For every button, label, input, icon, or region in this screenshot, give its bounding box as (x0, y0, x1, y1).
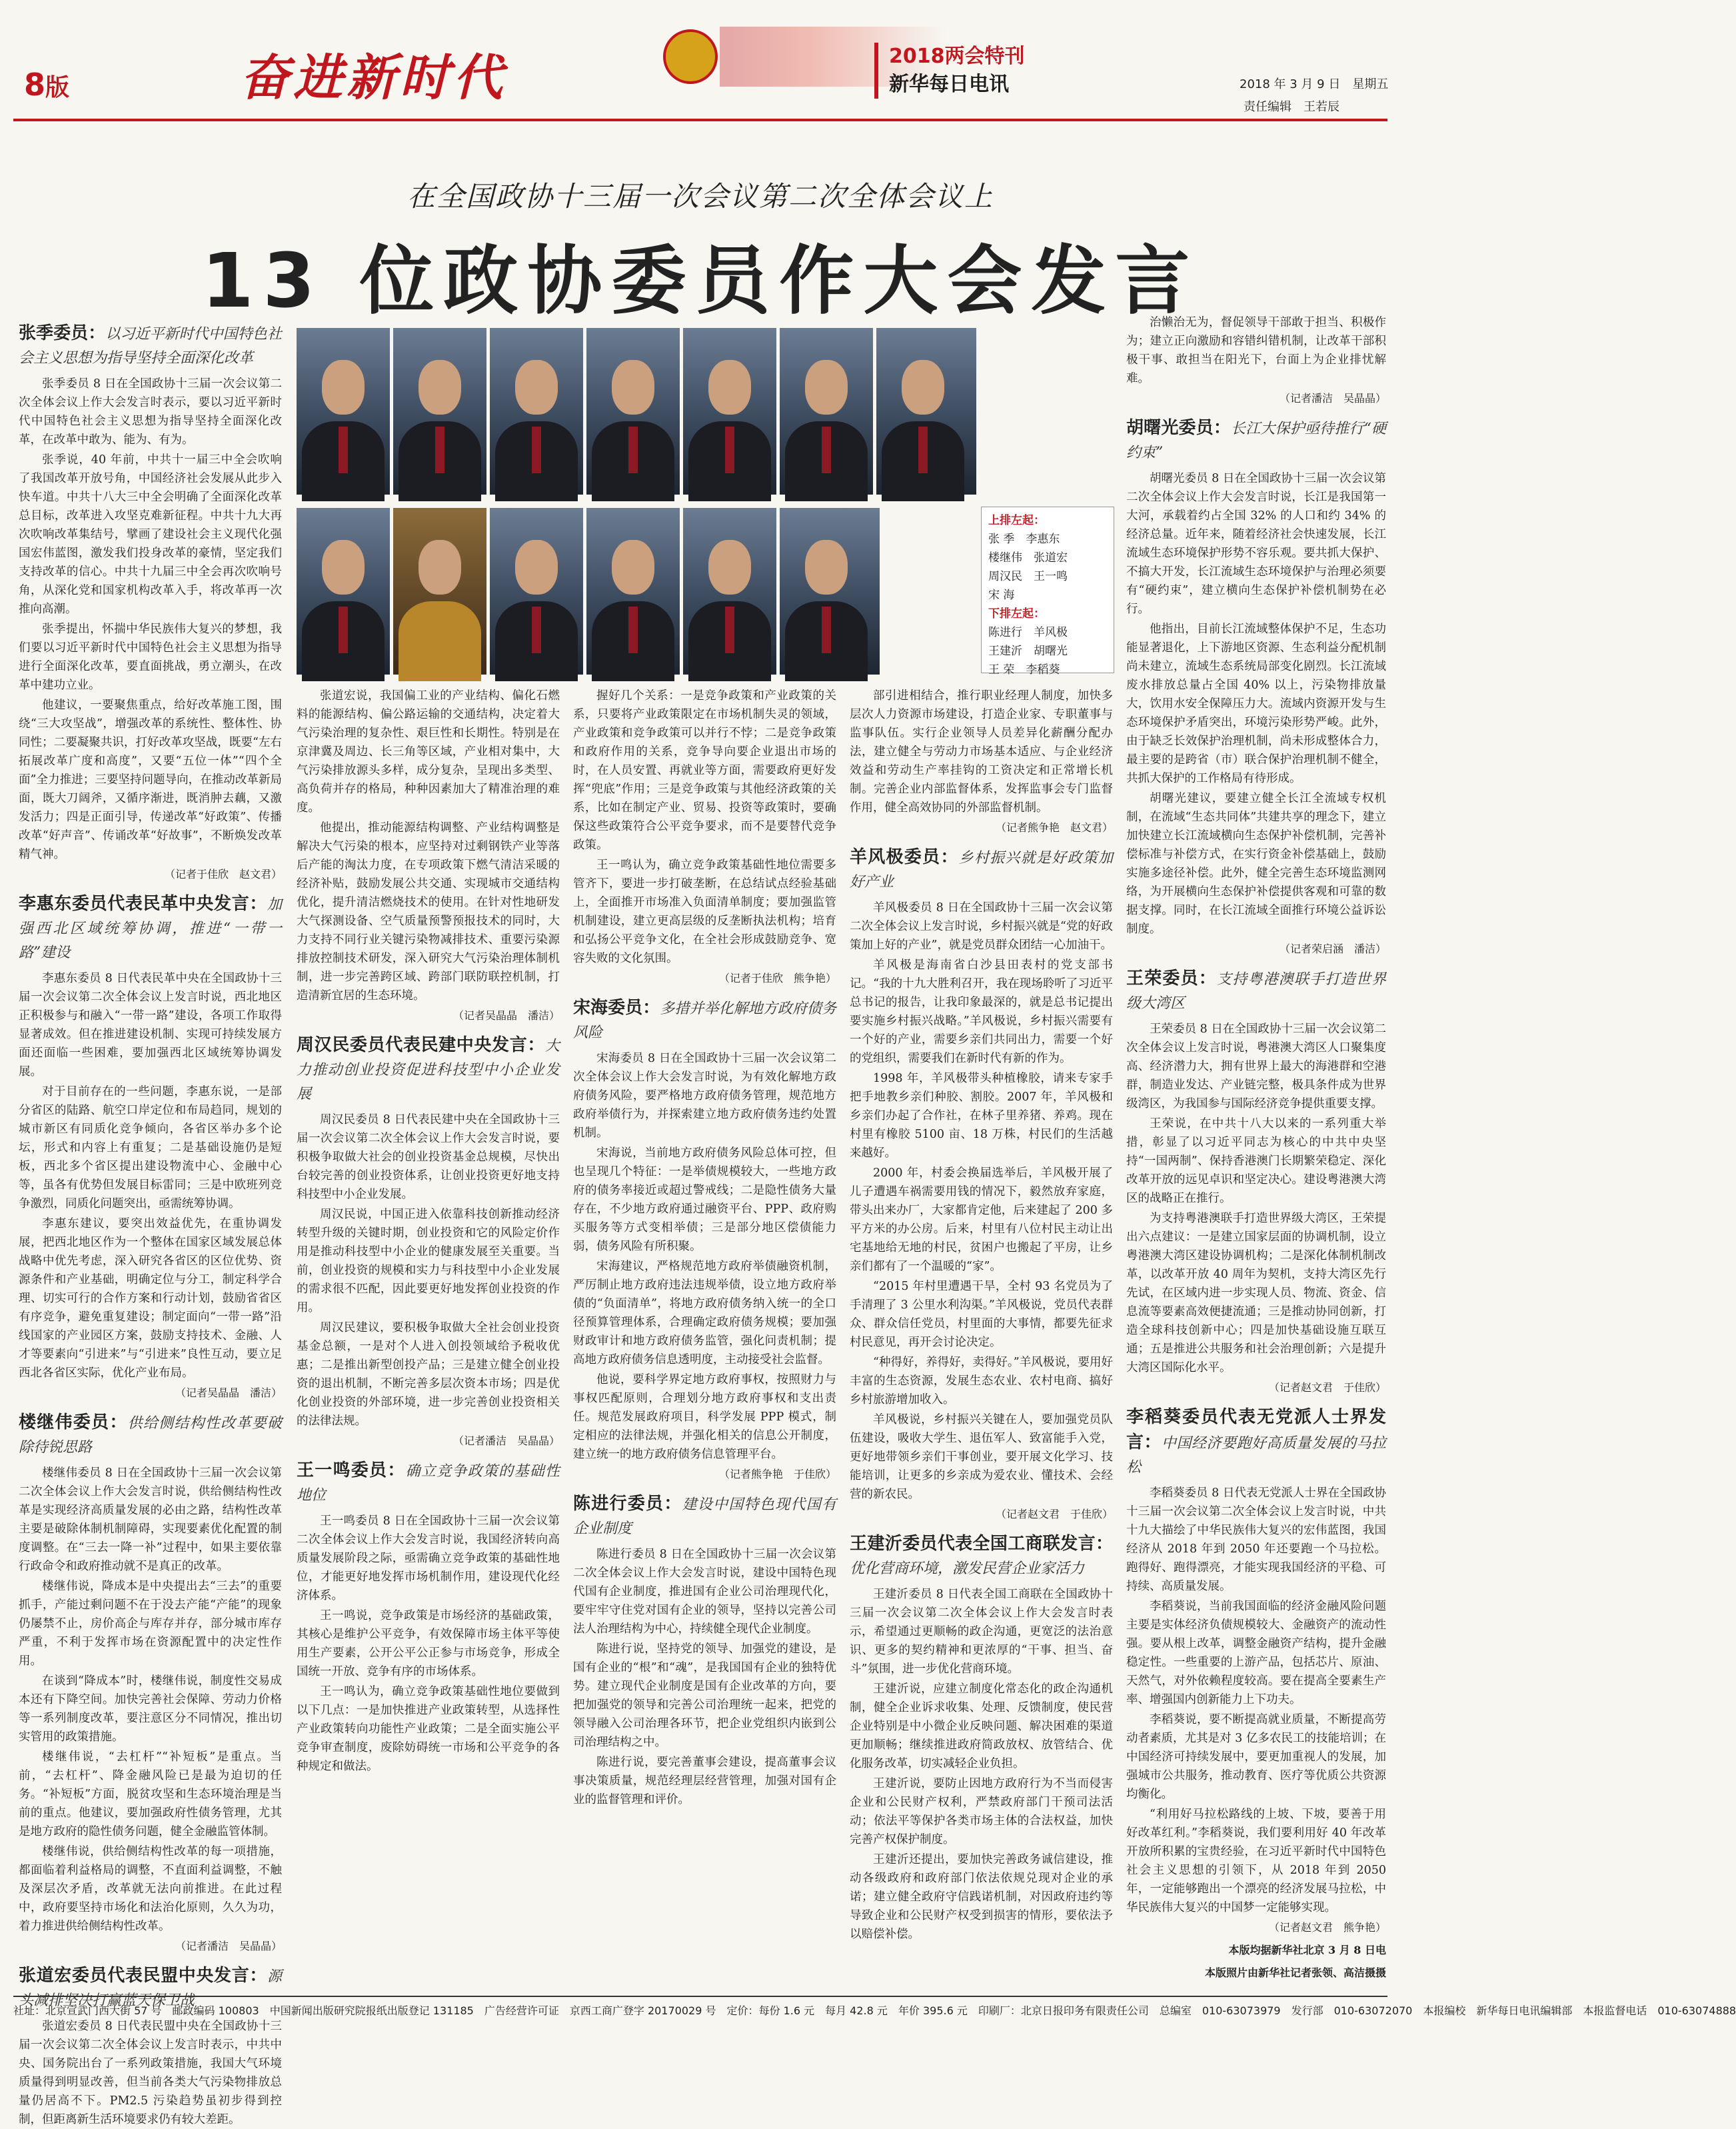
paragraph: 陈进行说，坚持党的领导、加强党的建设，是国有企业的“根”和“魂”，是我国国有企业的独特优势。建立现代企业制度是国有企业改革的方向，要把加强党的领导和完善公司治理统一起来，把党的领导融入公司治理各环节，把企业党组织内嵌到公司治理结构之中。 (573, 1642, 836, 1749)
article-subheadline: 在全国政协十三届一次会议第二次全体会议上 (407, 180, 994, 213)
masthead-rule (13, 119, 1387, 121)
delegate-photo (683, 508, 776, 675)
paragraph: 他提出，推动能源结构调整、产业结构调整是解决大气污染的根本，应坚持对过剩钢铁产业等落后产能的淘汰力度，在专项政策下燃气清洁采暖的经济补贴，鼓励发展公共交通、实现城市交通结构优化，提升清洁燃烧技术的使用。在针对性地研发大气探测设备、空气质量预警预报技术的同时，大力支持不同行业关键污染物减排技术、重要污染源排放控制技术研发，深入研究大气污染治理体制机制，进一步完善跨区域、跨部门联防联控机制，打造清新宜居的生态环境。 (297, 821, 560, 1003)
paragraph: 张季委员 8 日在全国政协十三届一次会议第二次全体会议上作大会发言时表示，要以习近平新时代中国特色社会主义思想为指导坚持全面深化改革，在改革中敢为、能为、有为。 (19, 377, 282, 447)
byline: （记者潘洁 吴晶晶） (1279, 392, 1386, 405)
paragraph: 羊风极是海南省白沙县田表村的党支部书记。“我的十九大胜利召开，我在现场聆听了习近平总书记的报告，让我印象最深的，就是总书记提出要实施乡村振兴战略。”羊风极说，乡村振兴需要有一个好的产业，需要乡亲们共同出力，需要一个好的党组织，需要我们在新时代有新的作为。 (850, 959, 1113, 1065)
column-3 (573, 687, 836, 1980)
caption-bottom-row-names: 陈进行 羊风极 王建沂 胡曙光 王 荣 李稻葵 (988, 626, 1068, 677)
byline: （记者吴晶晶 潘洁） (175, 1386, 282, 1399)
speaker-heading: 李稻葵委员代表无党派人士界发言：中国经济要跑好高质量发展的马拉松 (1126, 1407, 1386, 1476)
paragraph: 李惠东委员 8 日代表民革中央在全国政协十三届一次会议第二次全体会议上发言时说，西北地区正积极参与和融入“一带一路”建设，各项工作取得显著成效。但在推进建设机制、实现可持续发展方面还面临一些困难，要加强西北区域统筹协调发展。 (19, 972, 282, 1078)
paragraph: 王一鸣委员 8 日在全国政协十三届一次会议第二次全体会议上作大会发言时说，我国经济转向高质量发展阶段之际，亟需确立竞争政策的基础性地位，才能更好地发挥市场机制作用，建设现代化经济体系。 (297, 1514, 560, 1602)
paragraph: 他说，要科学界定地方政府事权，按照财力与事权匹配原则，合理划分地方政府事权和支出责任。规范发展政府项目，科学发展 PPP 模式，制定相应的法律法规，并强化相关的信息公开制度，建立统一的地方政府债务信息管理平台。 (573, 1373, 836, 1461)
paragraph: “2015 年村里遭遇干旱，全村 93 名党员为了手清理了 3 公里水利沟渠。”羊风极说，党员代表群众、群众信任党员，村里面的大事情，都要先征求村民意见，再开会讨论决定。 (850, 1280, 1113, 1349)
responsible-editor: 责任编辑 王若辰 (1244, 100, 1339, 114)
paragraph: 他建议，一要聚焦重点，给好改革施工图，围绕“三大攻坚战”，增强改革的系统性、整体性、协同性；二要凝聚共识，打好改革攻坚战，既要“左右拓展改革广度和高度”，又要“五位一体”“四个全面”全力推进；三要坚持问题导向，在推动改革新局面，既大刀阔斧，又循序渐进，既消肿去藕，又激发活力；四是正面引导，传递改革“好政策”、传播改革“好声音”、传诵改革“好故事”，不断焕发改革精气神。 (19, 699, 282, 861)
paragraph: 王一鸣认为，确立竞争政策基础性地位需要多管齐下，要进一步打破垄断，在总结试点经验基础上，全面推开市场准入负面清单制度；要加强监管机制建设，建立更高层级的反垄断执法机构；培育和弘扬公平竞争文化，在全社会形成鼓励竞争、宽容失败的文化氛围。 (573, 859, 836, 965)
cppcc-emblem-icon (663, 29, 718, 84)
delegate-photo (586, 508, 680, 675)
speaker-heading: 陈进行委员：建设中国特色现代国有企业制度 (573, 1494, 836, 1537)
page-number: 8版 (24, 67, 70, 103)
paragraph: 1998 年，羊风极带头种植橡胶，请来专家手把手地教乡亲们种胶、割胶。2007 年，羊风极和乡亲们办起了合作社，在林子里养猪、养鸡。现在村里有橡胶 5100 亩、18 万株，村民们的生活越来越好。 (850, 1072, 1113, 1160)
byline: （记者熊争艳 赵文君） (995, 821, 1113, 834)
column-brand: 奋进新时代 (240, 49, 506, 107)
paragraph: 李稻葵说，要不断提高就业质量，不断提高劳动者素质，尤其是对 3 亿多农民工的技能培训；在中国经济可持续发展中，要更加重视人的发展，加强城市公共服务，推动教育、医疗等优质公共资源均衡化。 (1126, 1713, 1386, 1801)
paragraph: 治懒治无为，督促领导干部敢于担当、积极作为；建立正向激励和容错纠错机制，让改革干部积极干事、敢担当在阳光下，台面上为企业排忧解难。 (1126, 316, 1386, 385)
speaker-heading: 张道宏委员代表民盟中央发言：源头减排坚决打赢蓝天保卫战 (19, 1966, 282, 2009)
byline: （记者赵文君 于佳欣） (995, 1508, 1113, 1520)
delegate-photo (876, 328, 976, 495)
byline: （记者于佳欣 赵文君） (164, 868, 282, 881)
paragraph: 周汉民委员 8 日代表民建中央在全国政协十三届一次会议第二次全体会议上作大会发言时说，要积极争取做大社会的创业投资基金总规模，尽快出台较完善的创业投资体系，让创业投资更好地支持科技型中小企业发展。 (297, 1113, 560, 1201)
byline: （记者潘洁 吴晶晶） (175, 1940, 282, 1952)
paragraph: 部引进相结合，推行职业经理人制度，加快多层次人力资源市场建设，打造企业家、专职董事与监事队伍。实行企业领导人员差异化薪酬分配办法，建立健全与劳动力市场基本适应、与企业经济效益和劳动生产率挂钩的工资决定和正常增长机制。完善企业内部监督体系，发挥监事会专门监督作用，健全高效协同的外部监督机制。 (850, 689, 1113, 815)
paragraph: 羊风极委员 8 日在全国政协十三届一次会议第二次全体会议上发言时说，乡村振兴就是“党的好政策加上好的产业”，就是党员群众团结一心加油干。 (850, 901, 1113, 952)
paragraph: 为支持粤港澳联手打造世界级大湾区，王荣提出六点建议：一是建立国家层面的协调机制，设立粤港澳大湾区建设协调机构；二是深化体制机制改革，以改革开放 40 周年为契机，支持大湾区先行先试，在区域内进一步实现人员、物流、资金、信息流等要素高效便捷流通；三是推动协同创新，打造全球科技创新中心；四是加快基础设施互联互通；五是推进公共服务和社会治理创新；六是提升大湾区国际化水平。 (1126, 1212, 1386, 1374)
paragraph: 王建沂说，应建立制度化常态化的政企沟通机制，健全企业诉求收集、处理、反馈制度，使民营企业特别是中小微企业反映问题、解决困难的渠道更加顺畅；继续推进政府简政放权、放管结合、优化服务改革，切实减轻企业负担。 (850, 1682, 1113, 1770)
speaker-heading: 楼继伟委员：供给侧结构性改革要破除待锐思路 (19, 1412, 282, 1456)
speaker-heading: 张季委员：以习近平新时代中国特色社会主义思想为指导坚持全面深化改革 (19, 323, 282, 367)
paragraph: 陈进行说，要完善董事会建设，提高董事会议事决策质量，规范经理层经营管理，加强对国有企业的监督管理和评价。 (573, 1756, 836, 1806)
byline: （记者荣启涵 潘洁） (1279, 943, 1386, 955)
paragraph: 王建沂说，要防止因地方政府行为不当而侵害企业和公民财产权利，严禁政府部门干预司法活动；依法平等保护各类市场主体的合法权益，加快完善产权保护制度。 (850, 1777, 1113, 1846)
paragraph: 宋海说，当前地方政府债务风险总体可控，但也呈现几个特征：一是举债规模较大，一些地方政府的债务率接近或超过警戒线；二是隐性债务大量存在，不少地方政府通过融资平台、PPP、政府购买服务等方式变相举债；三是部分地区偿债能力弱，债务风险有所积聚。 (573, 1146, 836, 1253)
byline: （记者熊争艳 于佳欣） (718, 1468, 836, 1480)
special-edition-label: 2018两会特刊 新华每日电讯 (874, 43, 1202, 99)
delegate-photo (490, 508, 583, 675)
paragraph: 张道宏说，我国偏工业的产业结构、偏化石燃料的能源结构、偏公路运输的交通结构，决定着大气污染治理的复杂性、艰巨性和长期性。特别是在京津冀及周边、长三角等区域，产业相对集中，大气污染排放源头多样，成分复杂，呈现出多类型、高负荷并存的格局，种种因素加大了精准治理的难度。 (297, 689, 560, 815)
paragraph: 王荣委员 8 日在全国政协十三届一次会议第二次全体会议上发言时说，粤港澳大湾区人口聚集度高、经济潜力大，拥有世界上最大的海港群和空港群，制造业发达、产业链完整，极具条件成为世界级湾区，为我国参与国际经济竞争提供重要支撑。 (1126, 1023, 1386, 1110)
speaker-heading: 宋海委员：多措并举化解地方政府债务风险 (573, 998, 836, 1041)
speaker-heading: 羊风极委员：乡村振兴就是好政策加好产业 (850, 847, 1113, 891)
paragraph: 周汉民说，中国正进入依靠科技创新推动经济转型升级的关键时期，创业投资和它的风险定价作用是推动科技型中小企业的健康发展至关重要。当前，创业投资的规模和实力与科技型中小企业发展的需求很不匹配，因此要更好地发挥创业投资的作用。 (297, 1208, 560, 1314)
caption-top-row-title: 上排左起： (988, 514, 1045, 527)
photo-credit: 本版照片由新华社记者张领、高洁摄摄 (1204, 1966, 1386, 1979)
paragraph: 李稻葵委员 8 日代表无党派人士界在全国政协十三届一次会议第二次全体会议上发言时说，中共十九大描绘了中华民族伟大复兴的宏伟蓝图，我国经济从 2018 年到 2050 年还要跑一个马拉松。跑得好、跑得漂亮，才能实现我国经济的平稳、可持续、高质量发展。 (1126, 1486, 1386, 1593)
paragraph: 王一鸣说，竞争政策是市场经济的基础政策，其核心是维护公平竞争，有效保障市场主体平等使用生产要素，公开公平公正参与市场竞争，形成全国统一开放、竞争有序的市场体系。 (297, 1609, 560, 1678)
delegate-photo (780, 508, 880, 675)
byline: （记者吴晶晶 潘洁） (452, 1009, 560, 1022)
paragraph: 李稻葵说，当前我国面临的经济金融风险问题主要是实体经济负债规模较大、金融资产的流动性强。要从根上改革，调整金融资产结构，提升金融稳定性。一些重要的上游产品，包括芯片、原油、天然气，对外依赖程度较高。要在提高全要素生产率、增强国内创新能力上下功夫。 (1126, 1600, 1386, 1706)
photo-caption (981, 507, 1114, 677)
column-2 (297, 687, 560, 1980)
paragraph: 宋海委员 8 日在全国政协十三届一次会议第二次全体会议上作大会发言时说，为有效化解地方政府债务风险，要严格地方政府债务管理，规范地方政府举债行为，并探索建立地方政府债务违约处置机制。 (573, 1052, 836, 1140)
speaker-heading: 王一鸣委员：确立竞争政策的基础性地位 (297, 1460, 560, 1504)
column-1 (19, 313, 282, 2126)
paragraph: 张季说，40 年前，中共十一届三中全会吹响了我国改革开放号角，中国经济社会发展从此步入快车道。中共十八大三中全会明确了全面深化改革总目标，改革进入攻坚克难新征程。中共十九大再次吹响改革集结号，擘画了建设社会主义现代化强国宏伟蓝图，激发我们投身改革的豪情，坚定我们支持改革的信心。中共十九届三中全会再次吹响号角，从深化党和国家机构改革入手，将改革再一次推向高潮。 (19, 453, 282, 616)
issue-date: 2018 年 3 月 9 日 星期五 (1240, 77, 1389, 91)
article-headline: 13 位政协委员作大会发言 (201, 238, 1200, 325)
paragraph: “种得好，养得好，卖得好。”羊风极说，要用好丰富的生态资源，发展生态农业、农村电商、搞好乡村旅游增加收入。 (850, 1356, 1113, 1406)
masthead (0, 0, 1401, 114)
byline: （记者于佳欣 熊争艳） (718, 972, 836, 985)
delegate-photo (586, 328, 680, 495)
paragraph: 他指出，目前长江流域整体保护不足，生态功能显著退化，上下游地区资源、生态利益分配机制尚未建立，流域生态系统局部变化剧烈。长江流域废水排放总量占全国 40% 以上，污染物排放量大，饮用水安全保障压力大。流域内资源开发与生态环境保护矛盾突出，环境污染形势严峻。此外，由于缺乏长效保护治理机制，尚未形成整体合力，最主要的是跨省（市）联合保护治理机制不健全，共抓大保护的工作格局有待形成。 (1126, 623, 1386, 785)
delegate-photo (393, 508, 486, 675)
paragraph: 羊风极说，乡村振兴关键在人，要加强党员队伍建设，吸收大学生、退伍军人、致富能手入党，更好地带领乡亲们干事创业，要开展文化学习、技能培训，让更多的乡亲成为爱农业、懂技术、会经营的新农民。 (850, 1413, 1113, 1501)
delegate-photo (780, 328, 873, 495)
speaker-heading: 周汉民委员代表民建中央发言：大力推动创业投资促进科技型中小企业发展 (297, 1035, 560, 1102)
paragraph: 周汉民建议，要积极争取做大全社会创业投资基金总额，一是对个人进入创投领域给予税收优惠；二是推出新型创投产品；三是建立健全创业投资的退出机制，不断完善多层次资本市场；四是优化创业投资的外部环境，进一步完善创业投资相关的法律法规。 (297, 1321, 560, 1428)
paragraph: 陈进行委员 8 日在全国政协十三届一次会议第二次全体会议上作大会发言时说，建设中国特色现代国有企业制度，推进国有企业公司治理现代化，要牢牢守住党对国有企业的领导，坚持以完善公司法人治理结构为中心，持续健全现代企业制度。 (573, 1548, 836, 1636)
paragraph: 2000 年，村委会换届选举后，羊风极开展了儿子遭遇车祸需要用钱的情况下，毅然放弃家庭，带头出来办厂，大家都肯定他，后来建起了 200 多平方米的办公房。后来，村里有八位村民主动让出宅基地给无地的村民，贫困户也搬起了平房，让乡亲们都有了一个温暖的“家”。 (850, 1166, 1113, 1273)
source-note: 本版均据新华社北京 3 月 8 日电 (1228, 1944, 1386, 1956)
byline: （记者赵文君 于佳欣） (1268, 1381, 1386, 1394)
caption-top-row-names: 张 季 李惠东 楼继伟 张道宏 周汉民 王一鸣 宋 海 (988, 533, 1068, 602)
delegate-photo (683, 328, 776, 495)
paragraph: 张道宏委员 8 日代表民盟中央在全国政协十三届一次会议第二次全体会议上发言时表示，中共中央、国务院出台了一系列政策措施，我国大气环境质量得到明显改善，但当前各类大气污染物排放总量仍居高不下。PM2.5 污染趋势虽初步得到控制，但距离新生活环境要求仍有较大差距。 (19, 2020, 282, 2126)
column-5 (1126, 313, 1386, 1980)
delegate-photo (393, 328, 486, 495)
paragraph: 王荣说，在中共十八大以来的一系列重大举措，彰显了以习近平同志为核心的中共中央坚持“一国两制”、保持香港澳门长期繁荣稳定、深化改革开放的远见卓识和坚定决心。建设粤港澳大湾区的战略正在推行。 (1126, 1117, 1386, 1205)
speaker-heading: 王建沂委员代表全国工商联发言：优化营商环境，激发民营企业家活力 (850, 1534, 1113, 1577)
paragraph: 宋海建议，严格规范地方政府举债融资机制，严厉制止地方政府违法违规举债，设立地方政府举债的“负面清单”，将地方政府债务纳入统一的全口径预算管理体系，合理确定政府债务规模；要加强财政审计和地方政府债务监管，强化问责机制；提高地方政府债务信息透明度，主动接受社会监督。 (573, 1260, 836, 1366)
caption-bottom-row-title: 下排左起： (988, 607, 1045, 621)
delegate-photo (490, 328, 583, 495)
paragraph: 张季提出，怀揣中华民族伟大复兴的梦想，我们要以习近平新时代中国特色社会主义思想为指导进行全面深化改革，要直面挑战，勇立潮头，在改革中建功立业。 (19, 623, 282, 692)
paragraph: 对于目前存在的一些问题，李惠东说，一是部分省区的陆路、航空口岸定位和布局趋同，规划的城市新区有同质化竞争倾向，各省区举办多个论坛，形式和内容上有重复；二是基础设施仍是短板，西北多个省区提出建设物流中心、金融中心等，虽各有优势但发展目标雷同；三是中欧班列竞争激烈，同质化问题突出，亟需统筹协调。 (19, 1085, 282, 1210)
delegate-photo (297, 508, 390, 675)
byline: （记者赵文君 熊争艳） (1268, 1921, 1386, 1934)
paragraph: 楼继伟说，降成本是中央提出去“三去”的重要抓手，产能过剩问题不在于没去产能“产能”的现象仍屡禁不止，房价高企与库存并存，部分城市库存严重，不利于发挥市场在资源配置中的决定性作用。 (19, 1580, 282, 1668)
paragraph: 楼继伟委员 8 日在全国政协十三届一次会议第二次全体会议上作大会发言时说，供给侧结构性改革是实现经济高质量发展的必由之路，结构性改革主要是破除体制机制障碍，实现要素优化配置的制度调整。在“三去一降一补”过程中，如果主要依靠行政命令和政府推动就不是真正的改革。 (19, 1466, 282, 1573)
paragraph: 王建沂还提出，要加快完善政务诚信建设，推动各级政府和政府部门依法依规兑现对企业的承诺；建立健全政府守信践诺机制，对因政府违约等导致企业和公民财产权受到损害的情形，要依法予以赔偿补偿。 (850, 1853, 1113, 1941)
paragraph: “利用好马拉松路线的上坡、下坡，要善于用好改革红利。”李稻葵说，我们要利用好 40 年改革开放所积累的宝贵经验，在习近平新时代中国特色社会主义思想的引领下，从 2018 年到 2050 年，一定能够跑出一个漂亮的经济发展马拉松，中华民族伟大复兴的中国梦一定能够实现。 (1126, 1808, 1386, 1914)
paragraph: 王一鸣认为，确立竞争政策基础性地位要做到以下几点：一是加快推进产业政策转型，从选择性产业政策转向功能性产业政策；二是全面实施公平竞争审查制度，废除妨碍统一市场和公平竞争的各种规定和做法。 (297, 1685, 560, 1773)
paragraph: 楼继伟说，“去杠杆”“补短板”是重点。当前，“去杠杆”、降金融风险已是最为迫切的任务。“补短板”方面，脱贫攻坚和生态环境治理是当前的重点。他建议，要加强政府性债务管理，尤其是地方政府的隐性债务问题，健全金融监管体制。 (19, 1750, 282, 1838)
paragraph: 王建沂委员 8 日代表全国工商联在全国政协十三届一次会议第二次全体会议上作大会发言时表示，希望通过更顺畅的政企沟通，更宽泛的法治意识、更多的契约精神和更浓厚的“干事、担当、奋斗”氛围，进一步优化营商环境。 (850, 1588, 1113, 1676)
paragraph: 胡曙光委员 8 日在全国政协十三届一次会议第二次全体会议上作大会发言时说，长江是我国第一大河，承载着约占全国 32% 的人口和约 34% 的经济总量。近年来，随着经济社会快速发展，长江流域生态环境保护形势不容乐观。要共抓大保护、不搞大开发，长江流域生态环境保护与治理必须要有“硬约束”，建立横向生态保护补偿机制势在必行。 (1126, 472, 1386, 616)
column-4 (850, 687, 1113, 1980)
paragraph: 李惠东建议，要突出效益优先，在重协调发展，把西北地区作为一个整体在国家区域发展总体战略中优先考虑，深入研究各省区的区位优势、资源条件和产业基础，明确定位与分工，制定科学合理、切实可行的合作方案和行动计划，鼓励省省区有序竞争，避免重复建设；制定面向“一带一路”沿线国家的产业园区方案，鼓励支持技术、金融、人才等要素向“引进来”与“引进来”良性互动，要立足西北各省区实际，优化产业布局。 (19, 1217, 282, 1380)
imprint-footer: 社址：北京宣武门西大街 57 号 邮政编码 100803 中国新闻出版研究院报纸出版登记 131185 广告经营许可证 京西工商广登字 20170029 号 定价：每份 1.6 元 每月 42.8 元 年价 395.6 元 印刷厂：北京日报印务有限责任公司 总编室 010-63073979 发行部 010-63072070 本报编校 新华每日电讯编辑部 本报监督电话 010-63074888 (13, 1996, 1387, 2018)
paragraph: 胡曙光建议，要建立健全长江全流域专权机制，在流域“生态共同体”共建共享的理念下，建立加快建立长江流域横向生态保护补偿机制，完善补偿标准与补偿方式，在实行资金补偿基础上，鼓励实施多途径补偿。此外，健全完善生态环境监测网络，为开展横向生态保护补偿提供客观和可靠的数据支撑。同时，在长江流域全面推行环境公益诉讼制度。 (1126, 792, 1386, 936)
paragraph: 楼继伟说，供给侧结构性改革的每一项措施，都面临着利益格局的调整，不直面利益调整，不触及深层次矛盾，改革就无法向前推进。在此过程中，政府要坚持市场化和法治化原则，久久为功，着力推进供给侧结构性改革。 (19, 1845, 282, 1933)
speaker-heading: 胡曙光委员：长江大保护亟待推行“硬约束” (1126, 418, 1386, 461)
byline: （记者潘洁 吴晶晶） (452, 1434, 560, 1447)
speaker-heading: 王荣委员：支持粤港澳联手打造世界级大湾区 (1126, 969, 1386, 1012)
delegate-photo (297, 328, 390, 495)
paragraph: 握好几个关系：一是竞争政策和产业政策的关系，只要将产业政策限定在市场机制失灵的领域，产业政策和竞争政策可以并行不悖；二是竞争政策和政府作用的关系，竞争导向要企业退出市场的时，在人员安置、再就业等方面，需要政府更好发挥“兜底”作用；三是竞争政策与其他经济政策的关系，比如在制定产业、贸易、投资等政策时，要确保这些政策符合公平竞争要求，而不是要替代竞争政策。 (573, 689, 836, 852)
paragraph: 在谈到“降成本”时，楼继伟说，制度性交易成本还有下降空间。加快完善社会保障、劳动力价格等一系列制度改革，要注意区分不同情况，推出切实管用的政策措施。 (19, 1674, 282, 1744)
speaker-heading: 李惠东委员代表民革中央发言：加强西北区域统筹协调，推进“一带一路”建设 (19, 894, 282, 961)
